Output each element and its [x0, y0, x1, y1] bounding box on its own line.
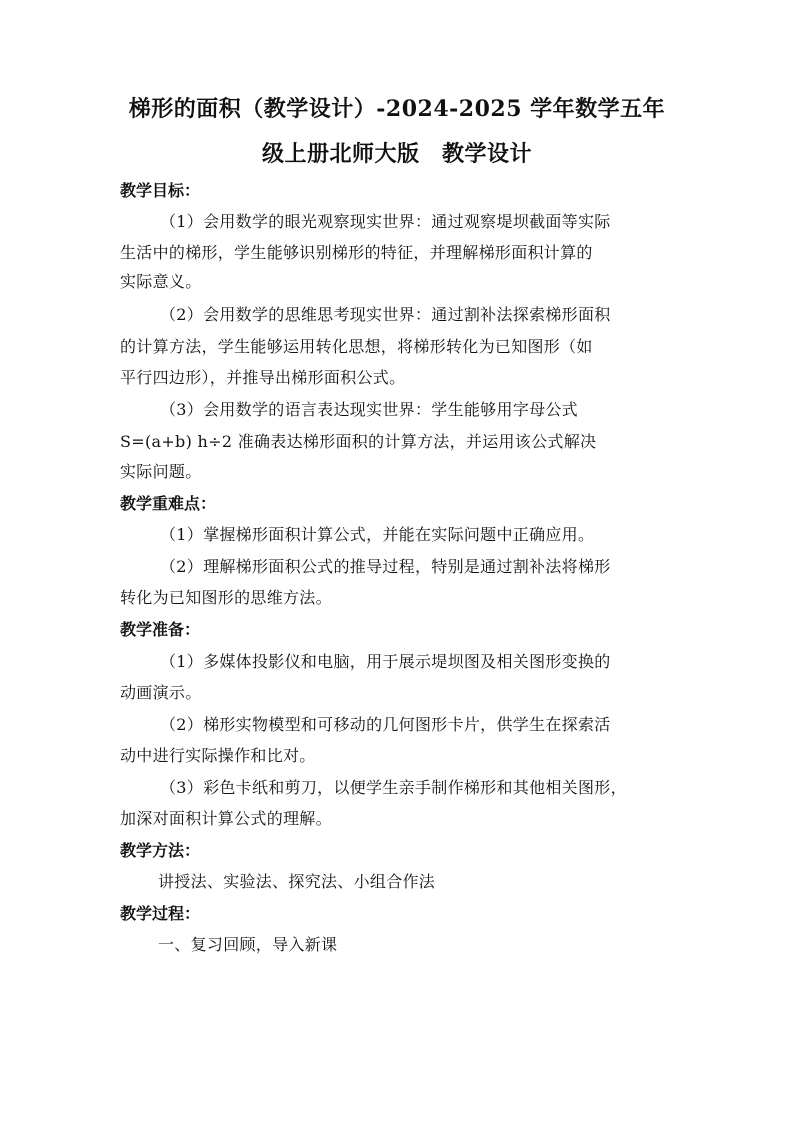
preparation-line: 动中进行实际操作和比对。 — [120, 746, 316, 765]
methods-line: 讲授法、实验法、探究法、小组合作法 — [158, 872, 436, 891]
key-points-line: 转化为已知图形的思维方法。 — [120, 588, 332, 607]
section-heading-preparation: 教学准备： — [120, 620, 201, 639]
preparation-line: 动画演示。 — [120, 683, 202, 702]
section-heading-methods: 教学方法： — [120, 841, 201, 860]
preparation-line: （3）彩色卡纸和剪刀，以便学生亲手制作梯形和其他相关图形， — [160, 778, 627, 797]
goals-line: （1）会用数学的眼光观察现实世界：通过观察堤坝截面等实际 — [160, 212, 611, 231]
goals-line: 平行四边形），并推导出梯形面积公式。 — [120, 368, 406, 387]
preparation-line: （2）梯形实物模型和可移动的几何图形卡片，供学生在探索活 — [160, 715, 611, 734]
preparation-line: 加深对面积计算公式的理解。 — [120, 809, 332, 828]
document-title-line-2: 级上册北师大版 教学设计 — [261, 141, 532, 167]
goals-line: （3）会用数学的语言表达现实世界：学生能够用字母公式 — [160, 400, 578, 419]
goals-line: 实际问题。 — [120, 462, 202, 481]
process-line: 一、复习回顾，导入新课 — [158, 935, 338, 954]
key-points-line: （1）掌握梯形面积计算公式，并能在实际问题中正确应用。 — [160, 525, 595, 544]
goals-line: 生活中的梯形，学生能够识别梯形的特征，并理解梯形面积计算的 — [120, 243, 593, 262]
section-heading-key-points: 教学重难点： — [120, 494, 217, 513]
goals-line: 的计算方法，学生能够运用转化思想，将梯形转化为已知图形（如 — [120, 337, 593, 356]
section-heading-goals: 教学目标： — [120, 181, 201, 200]
goals-line: 实际意义。 — [120, 272, 202, 291]
goals-line: （2）会用数学的思维思考现实世界：通过割补法探索梯形面积 — [160, 305, 611, 324]
preparation-line: （1）多媒体投影仪和电脑，用于展示堤坝图及相关图形变换的 — [160, 652, 611, 671]
goals-line: S=(a+b) h÷2 准确表达梯形面积的计算方法，并运用该公式解决 — [120, 432, 597, 451]
key-points-line: （2）理解梯形面积公式的推导过程，特别是通过割补法将梯形 — [160, 557, 611, 576]
document-title-line-1: 梯形的面积（教学设计）-2024-2025 学年数学五年 — [128, 96, 666, 122]
section-heading-process: 教学过程： — [120, 904, 201, 923]
